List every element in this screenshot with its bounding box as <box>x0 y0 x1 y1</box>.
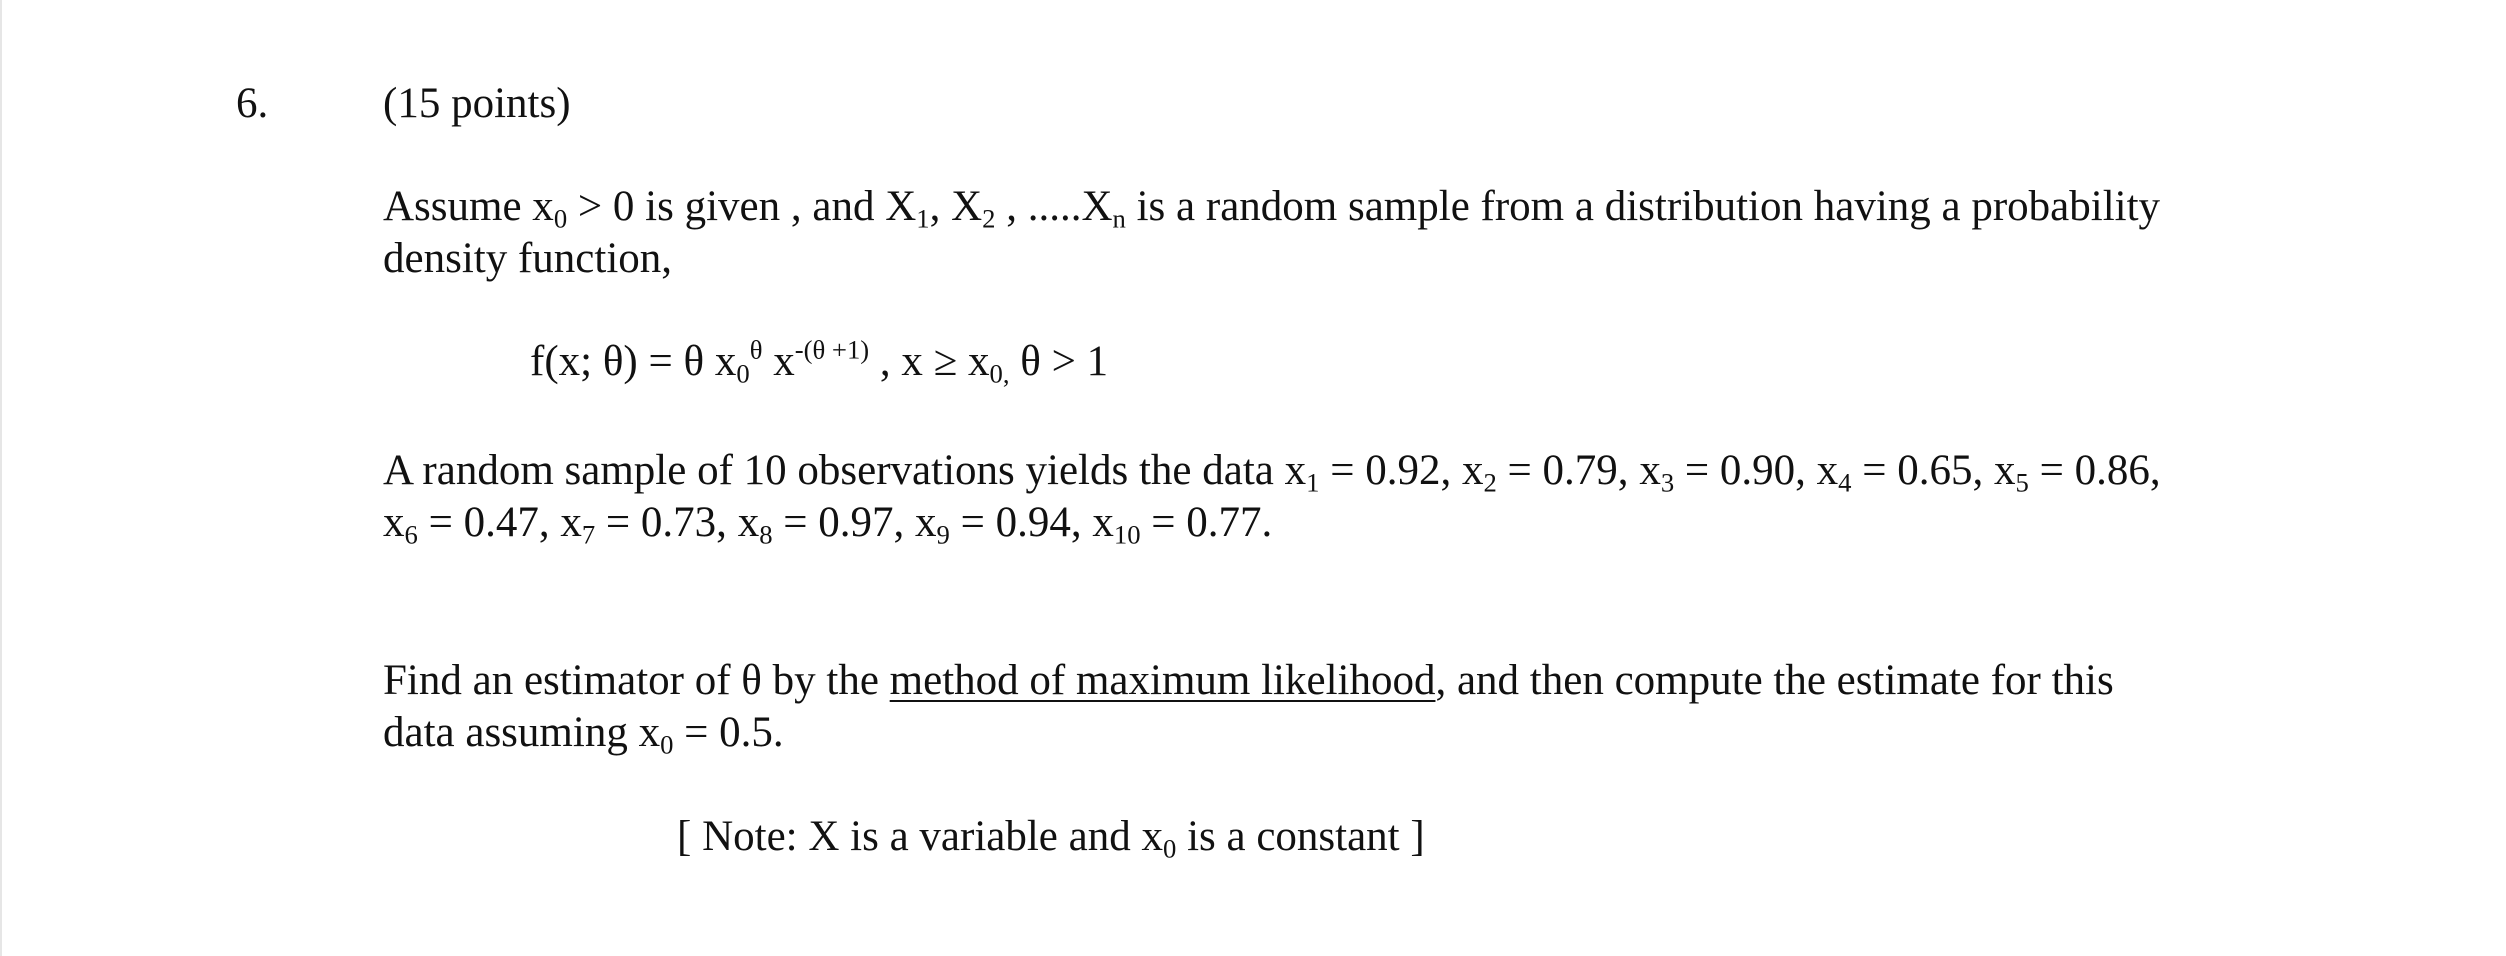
page-edge-divider <box>0 0 2 956</box>
assumption-text: , .....X <box>995 183 1113 230</box>
subscript: 0 <box>736 358 750 389</box>
assumption-text: , X <box>929 183 983 230</box>
question-points: (15 points) <box>383 80 571 127</box>
subscript: 0 <box>1162 833 1177 864</box>
observation: $x_3 = 0.90$, <box>1639 447 1806 498</box>
assumption-paragraph <box>383 181 2343 285</box>
sample-data-paragraph <box>383 445 2343 549</box>
sample-intro: A random sample of 10 observations yields the data <box>383 447 1285 494</box>
subscript: 1 <box>916 203 930 234</box>
subscript: 0 <box>660 729 674 760</box>
assumption-line-2: density function, <box>383 235 673 282</box>
task-paragraph <box>383 655 2343 759</box>
observation: $x_1 = 0.92$, <box>1284 447 1452 498</box>
assumption-text: > 0 is given , and X <box>567 183 917 230</box>
question-number: 6. <box>236 80 269 127</box>
observation: $x_{10} = 0.77$. <box>1092 499 1273 550</box>
task-text: Find an estimator of θ by the <box>383 657 890 704</box>
superscript: θ <box>749 334 763 365</box>
formula-text: θ > 1 <box>1009 338 1109 385</box>
observation: $x_9 = 0.94$, <box>915 499 1082 550</box>
observation: $x_2 = 0.79$, <box>1461 447 1629 498</box>
task-text: data assuming x <box>383 709 661 756</box>
formula-text: , x ≥ x <box>869 338 990 385</box>
formula-text: x <box>762 338 795 385</box>
task-line-1 <box>383 655 2343 707</box>
formula-text: f(x; θ) = θ x <box>530 338 737 385</box>
observation: $x_7 = 0.73$, <box>560 499 727 550</box>
assumption-line-1 <box>383 181 2343 233</box>
note-text: [ Note: X is a variable and $x_0$ is a constant ] <box>677 813 1425 864</box>
density-formula <box>530 336 1108 388</box>
superscript: -(θ +1) <box>794 334 870 365</box>
assumption-text: Assume x <box>383 183 554 230</box>
observation: $x_8 = 0.97$, <box>737 499 905 550</box>
observation: $x_6 = 0.47$, <box>383 499 550 550</box>
observation: $x_4 = 0.65$, <box>1816 447 1984 498</box>
subscript: n <box>1112 203 1126 234</box>
subscript: 0, <box>989 358 1010 389</box>
subscript: 2 <box>982 203 996 234</box>
observation: $x_5 = 0.86$, <box>1994 447 2161 498</box>
assumption-text: is a random sample from a distribution having a probability <box>1125 183 2161 230</box>
task-line-2 <box>383 707 2343 759</box>
task-text: , and then compute the estimate for this <box>1435 657 2114 704</box>
sample-line-2 <box>383 497 2343 549</box>
task-text: = 0.5. <box>673 709 784 756</box>
sample-line-1 <box>383 445 2343 497</box>
underlined-method-term: method of maximum likelihood <box>889 657 1436 704</box>
subscript: 0 <box>553 203 568 234</box>
